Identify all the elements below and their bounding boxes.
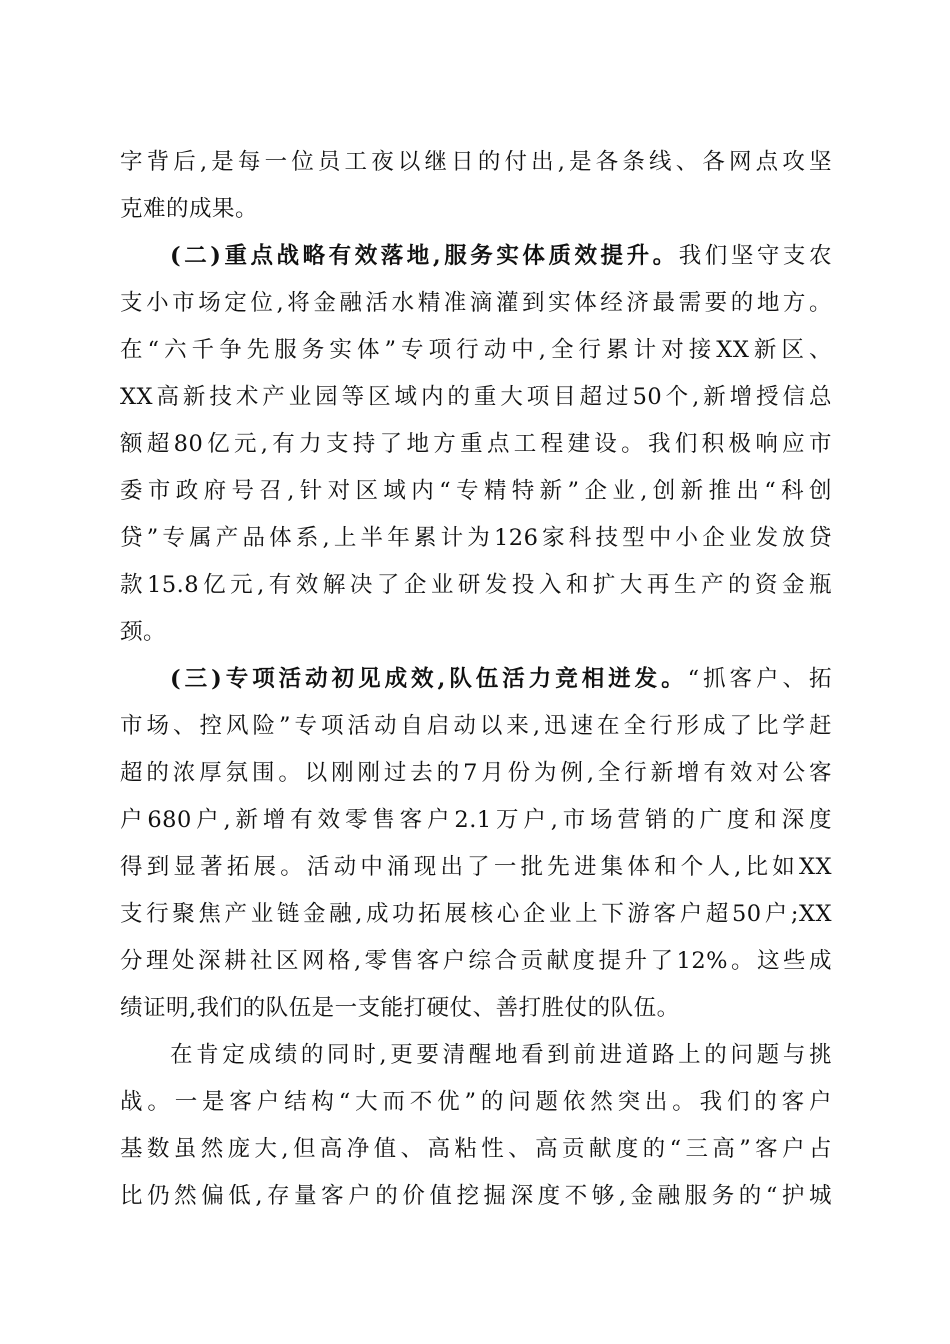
text-line: 户680户,新增有效零售客户2.1万户,市场营销的广度和深度 [120, 807, 832, 833]
text-line: 克难的成果。 [120, 196, 259, 222]
text-line: 基数虽然庞大,但高净值、高粘性、高贡献度的“三高”客户占 [120, 1136, 832, 1162]
text-line: 委市政府号召,针对区域内“专精特新”企业,创新推出“科创 [120, 478, 832, 504]
text-line: 支行聚焦产业链金融,成功拓展核心企业上下游客户超50户;XX [120, 901, 832, 927]
text-line: 得到显著拓展。活动中涌现出了一批先进集体和个人,比如XX [120, 854, 832, 880]
paragraph-text: “抓客户、拓 [687, 666, 832, 692]
text-line: XX高新技术产业园等区域内的重大项目超过50个,新增授信总 [120, 384, 832, 410]
text-line: 超的浓厚氛围。以刚刚过去的7月份为例,全行新增有效对公客 [120, 760, 832, 786]
text-line: 市场、控风险”专项活动自启动以来,迅速在全行形成了比学赶 [120, 713, 832, 739]
text-line: 战。一是客户结构“大而不优”的问题依然突出。我们的客户 [120, 1089, 832, 1115]
text-line: 在“六千争先服务实体”专项行动中,全行累计对接XX新区、 [120, 337, 832, 363]
text-line: 字背后,是每一位员工夜以继日的付出,是各条线、各网点攻坚 [120, 149, 832, 175]
text-line: 比仍然偏低,存量客户的价值挖掘深度不够,金融服务的“护城 [120, 1183, 832, 1209]
paragraph-heading-line [170, 659, 832, 699]
paragraph-heading: (三)专项活动初见成效,队伍活力竞相迸发。 [170, 666, 688, 692]
paragraph-text: 我们坚守支农 [678, 243, 832, 269]
text-line: 在肯定成绩的同时,更要清醒地看到前进道路上的问题与挑 [170, 1042, 832, 1068]
text-line: 支小市场定位,将金融活水精准滴灌到实体经济最需要的地方。 [120, 290, 832, 316]
text-line: 额超80亿元,有力支持了地方重点工程建设。我们积极响应市 [120, 431, 832, 457]
text-line: 款15.8亿元,有效解决了企业研发投入和扩大再生产的资金瓶 [120, 572, 832, 598]
paragraph-heading: (二)重点战略有效落地,服务实体质效提升。 [170, 243, 679, 269]
paragraph-heading-line [170, 236, 832, 276]
text-line: 分理处深耕社区网格,零售客户综合贡献度提升了12%。这些成 [120, 948, 832, 974]
text-line: 颈。 [120, 619, 167, 645]
text-line: 贷”专属产品体系,上半年累计为126家科技型中小企业发放贷 [120, 525, 832, 551]
text-line: 绩证明,我们的队伍是一支能打硬仗、善打胜仗的队伍。 [120, 995, 680, 1021]
